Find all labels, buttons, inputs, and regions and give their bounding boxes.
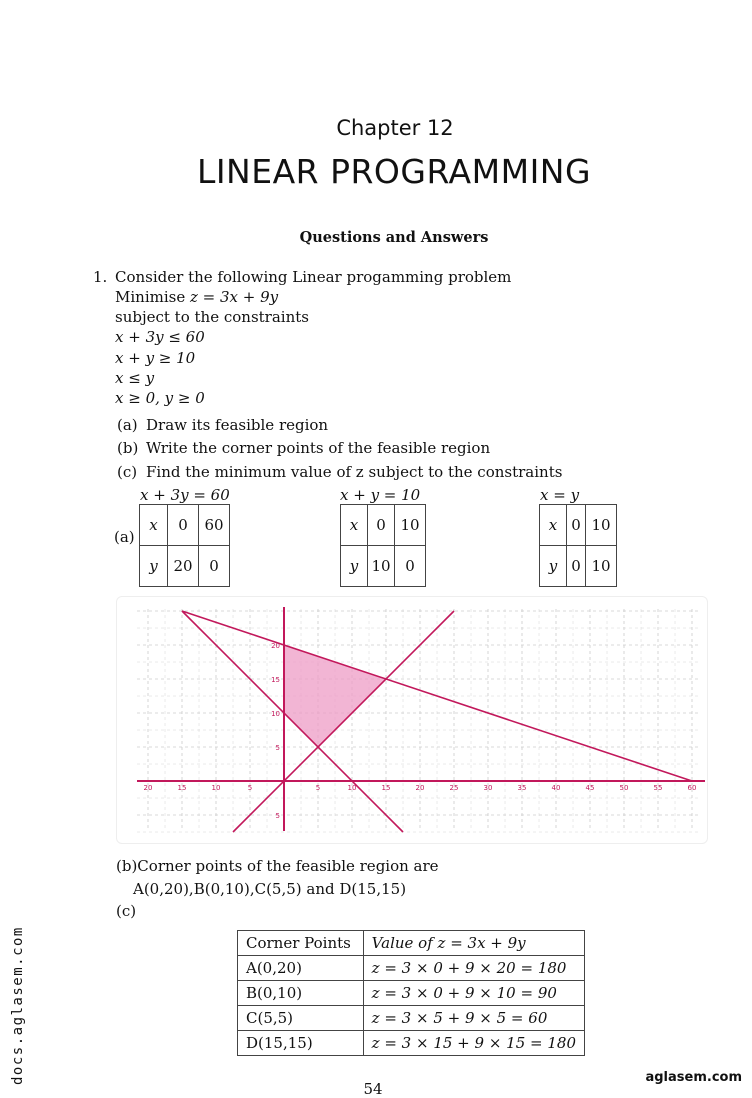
corner-point-cell: D(15,15) <box>238 1031 364 1056</box>
x-tick-label: 15 <box>381 784 391 792</box>
y-tick-label: 5 <box>275 744 280 752</box>
objective-line <box>115 288 278 306</box>
y-tick-label: 20 <box>271 642 280 650</box>
x-tick-label: 40 <box>551 784 561 792</box>
question-number: 1. <box>93 268 108 286</box>
x-tick-label: 20 <box>415 784 425 792</box>
z-value-cell: z = 3 × 0 + 9 × 20 = 180 <box>363 956 584 981</box>
x-tick-label: 5 <box>247 784 253 792</box>
chapter-title: LINEAR PROGRAMMING <box>196 152 592 191</box>
corner-point-cell: C(5,5) <box>238 1006 364 1031</box>
constraint-2: x + y ≥ 10 <box>115 349 196 367</box>
x-tick-label: 55 <box>653 784 663 792</box>
table1-y-value: 0 <box>199 546 230 587</box>
table-row <box>238 981 585 1006</box>
corner-point-cell: A(0,20) <box>238 956 364 981</box>
x-tick-label: 5 <box>315 784 321 792</box>
brand-link[interactable]: aglasem.com <box>645 1070 742 1085</box>
constraint-4: x ≥ 0, y ≥ 0 <box>115 389 205 407</box>
y-tick-label: 10 <box>271 710 280 718</box>
x-tick-label: 10 <box>211 784 221 792</box>
x-tick-label: 10 <box>347 784 357 792</box>
table3-x-label: x <box>540 505 567 546</box>
objective-function: z = 3x + 9y <box>189 288 279 306</box>
table2-y-value: 10 <box>368 546 395 587</box>
table2-y-label: y <box>341 546 368 587</box>
table-row <box>238 1031 585 1056</box>
table1-x-value: 0 <box>168 505 199 546</box>
objective-prefix: Minimise <box>115 288 190 306</box>
answer-a-label: (a) <box>114 528 135 546</box>
part-b-text: Write the corner points of the feasible region <box>146 439 491 457</box>
constraint-line <box>233 611 454 832</box>
x-tick-label: 50 <box>619 784 629 792</box>
table2-x-value: 0 <box>368 505 395 546</box>
table2-y-value: 0 <box>395 546 426 587</box>
x-tick-label: 35 <box>517 784 527 792</box>
part-c-label: (c) <box>117 463 138 481</box>
value-table-1 <box>139 504 230 587</box>
constraint-1: x + 3y ≤ 60 <box>115 328 205 346</box>
x-tick-label: 45 <box>585 784 595 792</box>
table-header-row <box>238 931 585 956</box>
part-c-text: Find the minimum value of z subject to the constraints <box>146 463 563 481</box>
page-number: 54 <box>363 1080 383 1098</box>
z-value-cell: z = 3 × 5 + 9 × 5 = 60 <box>363 1006 584 1031</box>
x-tick-label: 30 <box>483 784 493 792</box>
table3-y-label: y <box>540 546 567 587</box>
part-b-label: (b) <box>117 439 139 457</box>
subject-to-line: subject to the constraints <box>115 308 309 326</box>
table1-y-value: 20 <box>168 546 199 587</box>
answer-b-points: A(0,20),B(0,10),C(5,5) and D(15,15) <box>133 880 407 898</box>
table3-y-value: 0 <box>567 546 586 587</box>
table1-x-label: x <box>140 505 168 546</box>
constraint-3: x ≤ y <box>115 369 155 387</box>
table1-x-value: 60 <box>199 505 230 546</box>
x-tick-label: 25 <box>449 784 459 792</box>
table1-y-label: y <box>140 546 168 587</box>
section-heading: Questions and Answers <box>299 229 489 246</box>
corner-point-cell: B(0,10) <box>238 981 364 1006</box>
x-tick-label: 15 <box>177 784 187 792</box>
value-table-3 <box>539 504 617 587</box>
y-tick-label: 15 <box>271 676 280 684</box>
table3-x-value: 0 <box>567 505 586 546</box>
answer-c-label: (c) <box>116 902 137 920</box>
table2-title: x + y = 10 <box>340 486 421 504</box>
part-a-label: (a) <box>117 416 138 434</box>
z-value-cell: z = 3 × 0 + 9 × 10 = 90 <box>363 981 584 1006</box>
table-row <box>238 1006 585 1031</box>
z-value-cell: z = 3 × 15 + 9 × 15 = 180 <box>363 1031 584 1056</box>
table2-x-label: x <box>341 505 368 546</box>
chapter-label: Chapter 12 <box>336 116 454 140</box>
table1-title: x + 3y = 60 <box>140 486 230 504</box>
y-tick-label: 5 <box>275 812 280 820</box>
graph-panel <box>116 596 708 844</box>
table2-x-value: 10 <box>395 505 426 546</box>
feasible-region-graph <box>117 597 707 843</box>
question-intro: Consider the following Linear progamming problem <box>115 268 512 286</box>
table3-title: x = y <box>540 486 580 504</box>
answer-b-text: (b)Corner points of the feasible region are <box>116 857 439 875</box>
part-a-text: Draw its feasible region <box>146 416 329 434</box>
x-tick-label: 20 <box>143 784 153 792</box>
header-cell: Value of z = 3x + 9y <box>363 931 584 956</box>
corner-points-table <box>237 930 585 1056</box>
watermark: docs.aglasem.com <box>10 926 26 1085</box>
value-table-2 <box>340 504 426 587</box>
table3-x-value: 10 <box>586 505 617 546</box>
table-row <box>238 956 585 981</box>
table3-y-value: 10 <box>586 546 617 587</box>
header-cell: Corner Points <box>238 931 364 956</box>
constraint-line <box>182 611 403 832</box>
x-tick-label: 60 <box>687 784 697 792</box>
